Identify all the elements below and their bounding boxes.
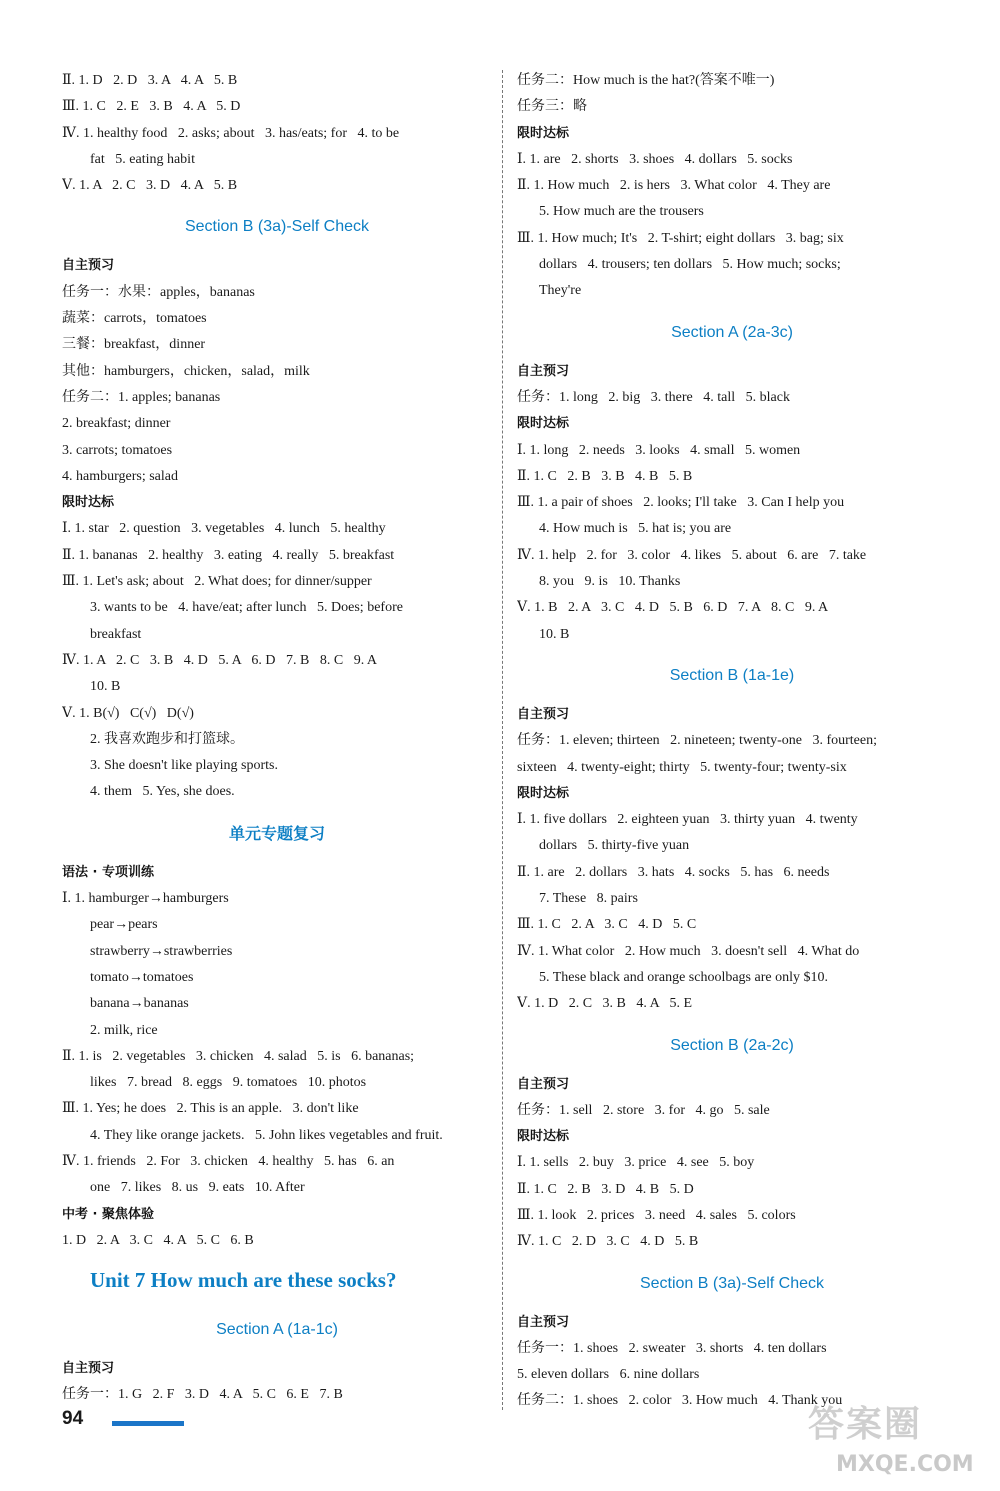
answer-line: Ⅱ. 1. bananas 2. healthy 3. eating 4. really 5. breakfast [62, 547, 395, 563]
answer-line: 3. wants to be 4. have/eat; after lunch 5. Does; before [90, 600, 403, 616]
answer-line: 蔬菜：carrots，tomatoes [62, 311, 207, 327]
subsection-label: 自主预习 [517, 1076, 570, 1092]
answer-line: 任务三：略 [517, 99, 587, 115]
answer-line: 10. B [90, 679, 121, 695]
subsection-label: 语法 · 专项训练 [62, 864, 154, 880]
answer-line: 任务一：1. shoes 2. sweater 3. shorts 4. ten dollars [517, 1340, 827, 1356]
answer-line: 5. These black and orange schoolbags are only $10. [539, 969, 828, 985]
subsection-label: 自主预习 [62, 1361, 115, 1377]
page-number: 94 [62, 1408, 84, 1429]
answer-line: banana→bananas [90, 996, 189, 1012]
watermark-logo: 答案圈 [808, 1404, 923, 1445]
subsection-label: 限时达标 [62, 495, 115, 511]
answer-line: 5. How much are the trousers [539, 204, 704, 220]
answer-line: Ⅱ. 1. D 2. D 3. A 4. A 5. B [62, 73, 238, 88]
answer-line: Ⅳ. 1. A 2. C 3. B 4. D 5. A 6. D 7. B 8. C 9. A [62, 652, 378, 668]
subsection-label: 自主预习 [517, 706, 570, 722]
answer-line: Ⅴ. 1. D 2. C 3. B 4. A 5. E [517, 996, 693, 1012]
answer-line: Ⅲ. 1. a pair of shoes 2. looks; I'll take 3. Can I help you [517, 495, 845, 511]
answer-line: Ⅲ. 1. Let's ask; about 2. What does; for dinner/supper [62, 574, 372, 590]
answer-line: Ⅰ. 1. sells 2. buy 3. price 4. see 5. boy [517, 1155, 755, 1171]
section-heading: Section A (2a-3c) [671, 323, 793, 341]
answer-line: 8. you 9. is 10. Thanks [539, 574, 681, 590]
answer-line: 2. milk, rice [90, 1022, 158, 1038]
answer-line: Ⅱ. 1. How much 2. is hers 3. What color 4. They are [517, 178, 831, 194]
answer-line: Ⅲ. 1. C 2. A 3. C 4. D 5. C [517, 917, 697, 933]
subsection-label: 限时达标 [517, 416, 570, 432]
section-heading: 单元专题复习 [228, 823, 325, 843]
answer-line: 2. 我喜欢跑步和打篮球。 [90, 731, 244, 747]
answer-line: Ⅱ. 1. C 2. B 3. B 4. B 5. B [517, 468, 693, 484]
answer-line: 3. She doesn't like playing sports. [90, 758, 279, 774]
answer-line: dollars 4. trousers; ten dollars 5. How much; socks; [539, 257, 841, 273]
answer-line: Ⅳ. 1. What color 2. How much 3. doesn't sell 4. What do [517, 943, 860, 959]
answer-line: strawberry→strawberries [90, 943, 233, 959]
answer-line: 10. B [539, 626, 570, 642]
answer-line: 7. These 8. pairs [539, 891, 638, 907]
answer-line: pear→pears [90, 917, 158, 933]
subsection-label: 自主预习 [62, 258, 115, 274]
answer-line: 其他：hamburgers，chicken，salad，milk [62, 363, 310, 379]
unit-title: Unit 7 How much are these socks? [90, 1268, 397, 1293]
answer-line: 3. carrots; tomatoes [62, 442, 173, 458]
answer-line: Ⅰ. 1. hamburger→hamburgers [62, 891, 229, 907]
subsection-label: 限时达标 [517, 125, 570, 141]
answer-line: Ⅴ. 1. A 2. C 3. D 4. A 5. B [62, 178, 238, 194]
answer-line: Ⅰ. 1. star 2. question 3. vegetables 4. lunch 5. healthy [62, 521, 386, 537]
subsection-label: 限时达标 [517, 1129, 570, 1145]
answer-line: Ⅲ. 1. Yes; he does 2. This is an apple. 3. don't like [62, 1101, 359, 1117]
answer-line: dollars 5. thirty-five yuan [539, 838, 690, 854]
subsection-label: 自主预习 [517, 1314, 570, 1330]
answer-line: 任务：1. sell 2. store 3. for 4. go 5. sale [517, 1102, 770, 1118]
answer-line: Ⅳ. 1. friends 2. For 3. chicken 4. healthy 5. has 6. an [62, 1153, 395, 1169]
answer-line: Ⅱ. 1. is 2. vegetables 3. chicken 4. salad 5. is 6. bananas; [62, 1048, 415, 1064]
subsection-label: 自主预习 [517, 363, 570, 379]
answer-line: 2. breakfast; dinner [62, 416, 171, 432]
answer-line: 4. them 5. Yes, she does. [90, 784, 235, 800]
answer-line: Ⅱ. 1. are 2. dollars 3. hats 4. socks 5. has 6. needs [517, 864, 830, 880]
answer-line: likes 7. bread 8. eggs 9. tomatoes 10. photos [90, 1075, 367, 1091]
answer-line: tomato→tomatoes [90, 969, 194, 985]
answer-line: 任务二：1. apples; bananas [62, 389, 221, 405]
subsection-label: 中考 · 聚焦体验 [62, 1206, 154, 1222]
answer-line: Ⅱ. 1. C 2. B 3. D 4. B 5. D [517, 1181, 694, 1197]
answer-line: breakfast [90, 626, 142, 642]
answer-line: sixteen 4. twenty-eight; thirty 5. twenty-four; twenty-six [517, 759, 847, 775]
answer-line: 4. How much is 5. hat is; you are [539, 521, 732, 537]
section-heading: Section B (3a)-Self Check [184, 218, 370, 236]
answer-line: Ⅲ. 1. How much; It's 2. T-shirt; eight dollars 3. bag; six [517, 230, 844, 246]
answer-line: Ⅲ. 1. look 2. prices 3. need 4. sales 5. colors [517, 1207, 796, 1223]
section-heading: Section B (2a-2c) [670, 1036, 794, 1054]
section-heading: Section A (1a-1c) [216, 1321, 338, 1339]
answer-line: Ⅳ. 1. help 2. for 3. color 4. likes 5. about 6. are 7. take [517, 547, 867, 563]
answer-line: Ⅳ. 1. healthy food 2. asks; about 3. has/eats; for 4. to be [62, 125, 400, 141]
left-column [62, 68, 492, 1409]
section-heading: Section B (1a-1e) [669, 666, 795, 684]
right-column [517, 68, 947, 1415]
answer-line: 1. D 2. A 3. C 4. A 5. C 6. B [62, 1232, 254, 1248]
answer-line: 任务：1. long 2. big 3. there 4. tall 5. black [517, 389, 790, 405]
answer-line: 任务：1. eleven; thirteen 2. nineteen; twenty-one 3. fourteen; [517, 733, 878, 749]
answer-line: 任务二：How much is the hat?(答案不唯一) [517, 73, 775, 88]
answer-line: Ⅲ. 1. C 2. E 3. B 4. A 5. D [62, 99, 241, 115]
watermark-url: MXQE.COM [836, 1452, 974, 1477]
answer-line: Ⅰ. 1. five dollars 2. eighteen yuan 3. thirty yuan 4. twenty [517, 812, 858, 828]
answer-line: 三餐：breakfast，dinner [62, 337, 206, 353]
answer-line: Ⅰ. 1. are 2. shorts 3. shoes 4. dollars 5. socks [517, 151, 793, 167]
answer-line: 4. hamburgers; salad [62, 468, 178, 484]
answer-line: 任务一：水果：apples，bananas [62, 284, 255, 300]
answer-line: Ⅰ. 1. long 2. needs 3. looks 4. small 5. women [517, 442, 801, 458]
answer-line: Ⅴ. 1. B(√) C(√) D(√) [62, 705, 194, 721]
page-number-bar [112, 1421, 184, 1426]
section-heading: Section B (3a)-Self Check [639, 1274, 825, 1292]
answer-line: 任务二：1. shoes 2. color 3. How much 4. Thank you [517, 1393, 843, 1409]
answer-line: They're [539, 283, 582, 299]
column-divider [502, 70, 503, 1410]
answer-line: 4. They like orange jackets. 5. John likes vegetables and fruit. [90, 1127, 443, 1143]
answer-line: 5. eleven dollars 6. nine dollars [517, 1367, 700, 1383]
answer-line: Ⅴ. 1. B 2. A 3. C 4. D 5. B 6. D 7. A 8. C 9. A [517, 600, 829, 616]
answer-line: 任务一：1. G 2. F 3. D 4. A 5. C 6. E 7. B [62, 1387, 343, 1403]
subsection-label: 限时达标 [517, 785, 570, 801]
answer-line: fat 5. eating habit [90, 151, 195, 167]
answer-line: one 7. likes 8. us 9. eats 10. After [90, 1180, 305, 1196]
answer-line: Ⅳ. 1. C 2. D 3. C 4. D 5. B [517, 1234, 699, 1250]
